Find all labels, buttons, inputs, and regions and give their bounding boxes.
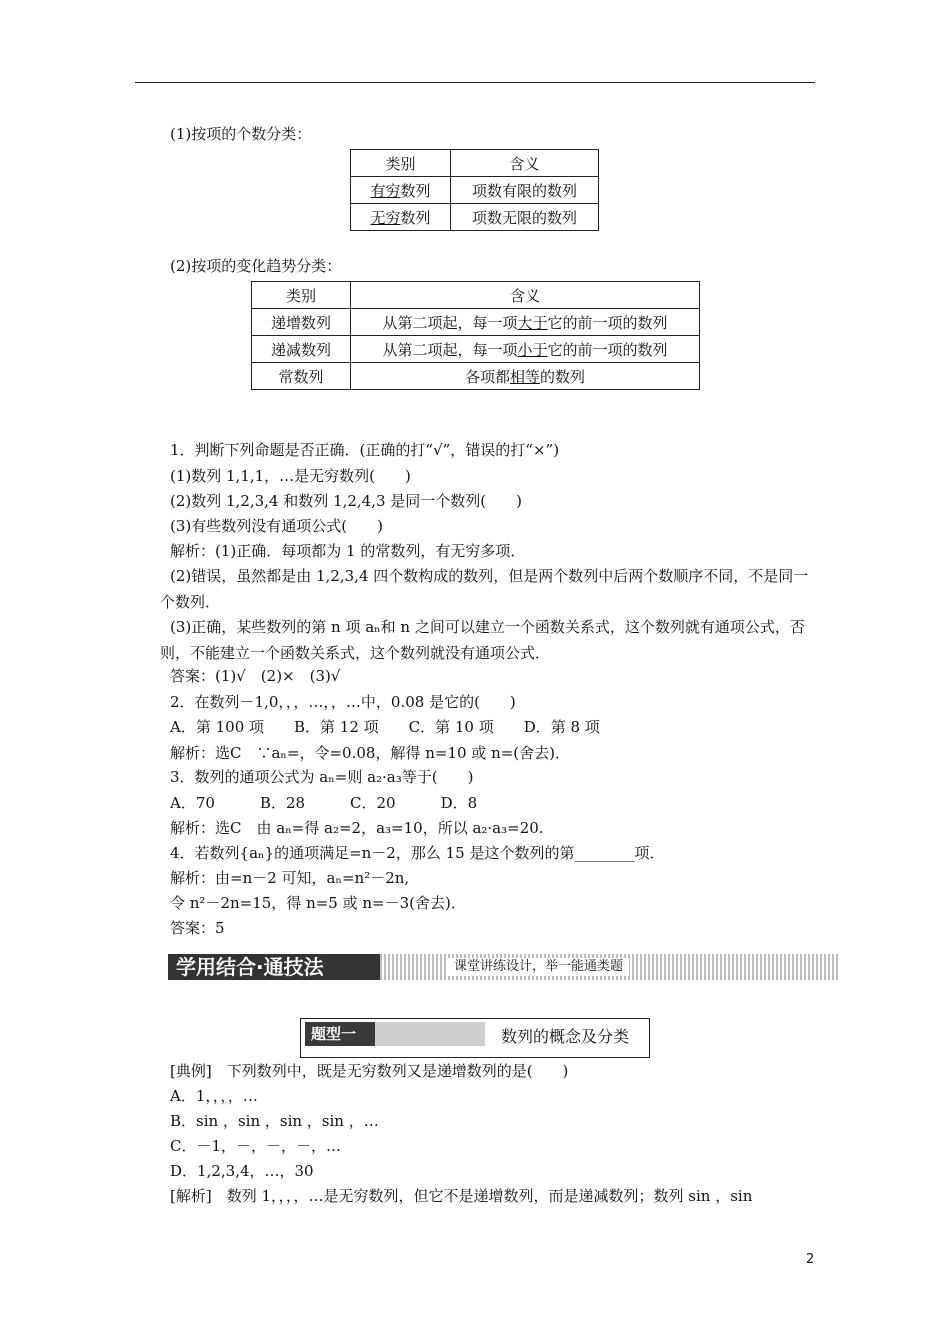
table1-header-meaning: 含义 bbox=[451, 150, 599, 177]
answer-4: 答案：5 bbox=[170, 919, 225, 937]
question-3-options: A．70 B．28 C．20 D．8 bbox=[170, 794, 478, 812]
table2-cell-meaning: 从第二项起，每一项大于它的前一项的数列 bbox=[351, 309, 700, 336]
table1-cell-meaning: 项数无限的数列 bbox=[451, 204, 599, 231]
example-analysis: [解析] 数列 1，，，，…是无穷数列，但它不是递增数列，而是递减数列；数列 sin ，sin bbox=[170, 1187, 753, 1205]
table2-cell-category: 常数列 bbox=[252, 363, 351, 390]
table2-header-category: 类别 bbox=[252, 282, 351, 309]
answer-4-analysis-2: 令 n²－2n=15，得 n=5 或 n=－3(舍去)． bbox=[170, 894, 466, 912]
topic-title: 数列的概念及分类 bbox=[501, 1027, 630, 1046]
answer-2-analysis: 解析：选C ∵aₙ=，令=0.08，解得 n=10 或 n=(舍去)． bbox=[170, 744, 570, 762]
answer-1-analysis-1: 解析：(1)正确．每项都为 1 的常数列，有无穷多项． bbox=[170, 542, 526, 560]
answer-3-analysis: 解析：选C 由 aₙ=得 a₂=2，a₃=10，所以 a₂·a₃=20. bbox=[170, 819, 544, 837]
banner-subtitle: 课堂讲练设计，举一能通类题 bbox=[448, 958, 629, 976]
section1-heading: (1)按项的个数分类： bbox=[170, 125, 312, 143]
section2-heading: (2)按项的变化趋势分类： bbox=[170, 257, 342, 275]
question-3: 3．数列的通项公式为 aₙ=则 a₂·a₃等于( ) bbox=[170, 768, 474, 786]
page-number: 2 bbox=[806, 1252, 815, 1267]
table1-cell-meaning: 项数有限的数列 bbox=[451, 177, 599, 204]
question-1-item-1: (1)数列 1,1,1，…是无穷数列( ) bbox=[170, 467, 411, 485]
table2-cell-category: 递增数列 bbox=[252, 309, 351, 336]
topic-tag-label: 题型一 bbox=[311, 1025, 357, 1043]
table2-cell-meaning: 各项都相等的数列 bbox=[351, 363, 700, 390]
answer-1: 答案：(1)√ (2)× (3)√ bbox=[170, 667, 341, 685]
question-2-options: A．第 100 项 B．第 12 项 C．第 10 项 D．第 8 项 bbox=[170, 718, 600, 736]
table1-cell-category: 有穷数列 bbox=[351, 177, 451, 204]
example-option-b: B．sin ，sin ，sin ，sin ，… bbox=[170, 1112, 379, 1130]
answer-1-analysis-2: (2)错误，虽然都是由 1,2,3,4 四个数构成的数列，但是两个数列中后两个数顺序不同，不是同一个数列． bbox=[160, 567, 809, 611]
header-rule bbox=[135, 82, 815, 83]
table2-cell-category: 递减数列 bbox=[252, 336, 351, 363]
question-4: 4．若数列{aₙ}的通项满足=n－2，那么 15 是这个数列的第________项． bbox=[170, 844, 665, 862]
answer-1-analysis-3: (3)正确，某些数列的第 n 项 aₙ和 n 之间可以建立一个函数关系式，这个数列就有通项公式，否则，不能建立一个函数关系式，这个数列就没有通项公式． bbox=[160, 618, 805, 662]
topic-heading-box bbox=[300, 1018, 650, 1058]
question-1-item-2: (2)数列 1,2,3,4 和数列 1,2,4,3 是同一个数列( ) bbox=[170, 492, 522, 510]
table2-header-meaning: 含义 bbox=[351, 282, 700, 309]
question-1-item-3: (3)有些数列没有通项公式( ) bbox=[170, 517, 383, 535]
answer-4-analysis-1: 解析：由=n－2 可知，aₙ=n²－2n, bbox=[170, 869, 410, 887]
question-1: 1．判断下列命题是否正确．(正确的打“√”，错误的打“×”) bbox=[170, 441, 560, 459]
example-option-d: D．1,2,3,4，…，30 bbox=[170, 1162, 314, 1180]
classification-by-trend-table bbox=[251, 281, 700, 390]
classification-by-count-table bbox=[350, 149, 599, 231]
table1-header-category: 类别 bbox=[351, 150, 451, 177]
example-option-a: A．1，，，，… bbox=[170, 1087, 258, 1105]
topic-tag bbox=[305, 1022, 485, 1046]
banner-title: 学用结合·通技法 bbox=[168, 954, 380, 980]
question-2: 2．在数列－1,0，，，…，，…中，0.08 是它的( ) bbox=[170, 693, 516, 711]
section-banner bbox=[168, 954, 840, 980]
table1-cell-category: 无穷数列 bbox=[351, 204, 451, 231]
example-option-c: C．－1，－，－，－，… bbox=[170, 1137, 342, 1155]
table2-cell-meaning: 从第二项起，每一项小于它的前一项的数列 bbox=[351, 336, 700, 363]
example-question: [典例] 下列数列中，既是无穷数列又是递增数列的是( ) bbox=[170, 1062, 569, 1080]
